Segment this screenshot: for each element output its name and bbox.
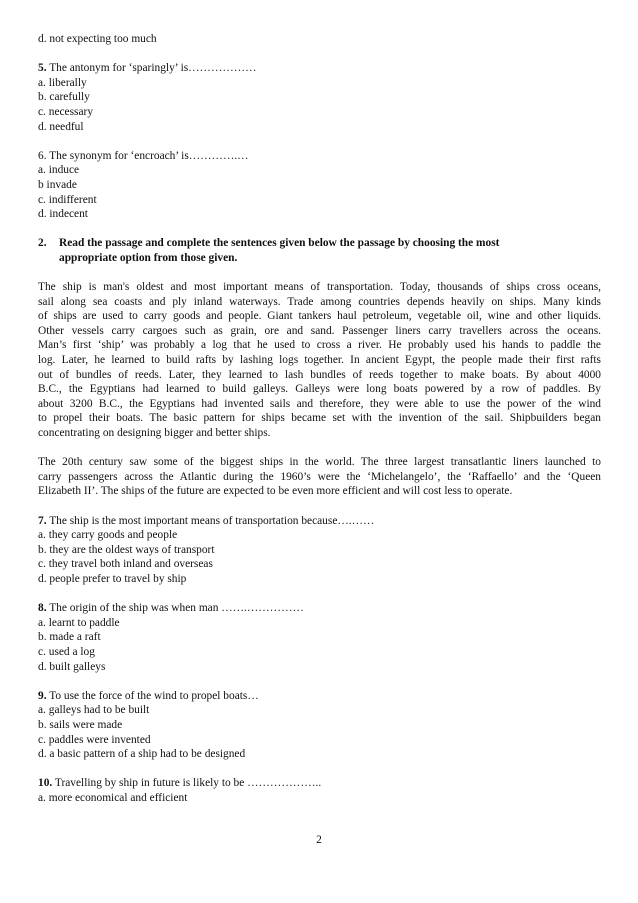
option: d. people prefer to travel by ship (38, 572, 187, 585)
option: a. liberally (38, 76, 87, 89)
option: a. more economical and efficient (38, 791, 188, 804)
passage-line: to propel their boats. The basic pattern for ships became set with the invention of the sail. Shipbuilders began (38, 412, 601, 425)
passage-line: carry passengers across the Atlantic during the 1960’s were the ‘Michelangelo’, the ‘Raffaello’ and the ‘Queen (38, 470, 601, 483)
question-7 (38, 514, 601, 587)
question-text: The antonym for ‘sparingly’ is……………… (46, 62, 257, 75)
passage-line: Other vessels carry cargoes such as grain, ore and sand. Passenger liners carry travellers across the oceans. (38, 324, 601, 337)
option: d. a basic pattern of a ship had to be designed (38, 748, 246, 761)
option: b. made a raft (38, 631, 101, 644)
section-heading-line1: Read the passage and complete the sentences given below the passage by choosing the most (59, 237, 500, 250)
section-heading-line2: appropriate option from those given. (59, 251, 238, 264)
option: c. used a log (38, 645, 95, 658)
question-8 (38, 601, 601, 674)
option: b. sails were made (38, 718, 123, 731)
document-page (38, 32, 601, 805)
question-6 (38, 149, 601, 222)
question-stem (38, 514, 601, 529)
question-text: Travelling by ship in future is likely to be ……………….. (52, 777, 322, 790)
question-text: To use the force of the wind to propel boats… (46, 689, 259, 702)
option: c. necessary (38, 105, 94, 118)
option: d. built galleys (38, 660, 106, 673)
question-10 (38, 776, 601, 805)
option: c. paddles were invented (38, 733, 151, 746)
question-number: 8. (38, 602, 47, 615)
passage-line: The 20th century saw some of the biggest ships in the world. The three largest transatlantic liners launched to (38, 456, 601, 469)
question-text: The origin of the ship was when man …….…………… (46, 602, 304, 615)
option: d. indecent (38, 208, 88, 221)
option: a. they carry goods and people (38, 529, 178, 542)
option: c. they travel both inland and overseas (38, 558, 213, 571)
question-stem (38, 776, 601, 791)
passage-line: Man’s first ‘ship’ was probably a log that he used to cross a river. He probably used his hands to paddle the (38, 339, 601, 352)
passage-paragraph-2 (38, 455, 601, 499)
question-number: 5. (38, 62, 47, 75)
option: b. carefully (38, 91, 90, 104)
passage-line: B.C., the Egyptians had learned to build galleys. Galleys were long boats powered by a row of paddles. By (38, 383, 601, 396)
question-5 (38, 61, 601, 134)
option: d. needful (38, 120, 84, 133)
passage-line: about 3200 B.C., the Egyptians had invented sails and therefore, they were able to use the power of the wind (38, 397, 601, 410)
passage-line: sail along sea coasts and ply inland waterways. Trade among countries depends heavily on ships. Many kinds (38, 295, 601, 308)
passage-line: concentrating on designing bigger and better ships. (38, 427, 271, 440)
question-9 (38, 689, 601, 762)
option: c. indifferent (38, 193, 97, 206)
passage-line: out of bundles of reeds. Later, they learned to lash bundles of reeds together to make boats. By about 4000 (38, 368, 601, 381)
passage-line: Elizabeth II’. The ships of the future are expected to be even more efficient and will cost less to operate. (38, 485, 513, 498)
option: a. galleys had to be built (38, 704, 150, 717)
question-number: 10. (38, 777, 53, 790)
passage-line: The ship is man's oldest and most important means of transportation. Today, thousands of ships cross oceans, (38, 281, 601, 294)
question-text: The ship is the most important means of transportation because….…… (46, 514, 375, 527)
page-number: 2 (316, 834, 322, 846)
option: b. they are the oldest ways of transport (38, 543, 215, 556)
question-stem (38, 601, 601, 616)
question-number: 7. (38, 514, 47, 527)
q4-option-d: d. not expecting too much (38, 33, 157, 45)
question-stem (38, 61, 601, 76)
passage-line: of ships are used to carry goods and people. Giant tankers haul petroleum, vegetable oil, wine and other liquids. (38, 310, 601, 323)
passage-line: log. Later, he learned to build rafts by lashing logs together. In ancient Egypt, the people made their first rafts (38, 354, 601, 367)
option: a. induce (38, 164, 80, 177)
option: b invade (38, 178, 77, 191)
option: a. learnt to paddle (38, 616, 120, 629)
question-stem: 6. The synonym for ‘encroach’ is………….… (38, 149, 249, 162)
section-number: 2. (38, 237, 47, 250)
question-stem (38, 689, 601, 704)
passage-paragraph-1 (38, 280, 601, 441)
section-2-heading (38, 236, 601, 265)
question-number: 9. (38, 689, 47, 702)
